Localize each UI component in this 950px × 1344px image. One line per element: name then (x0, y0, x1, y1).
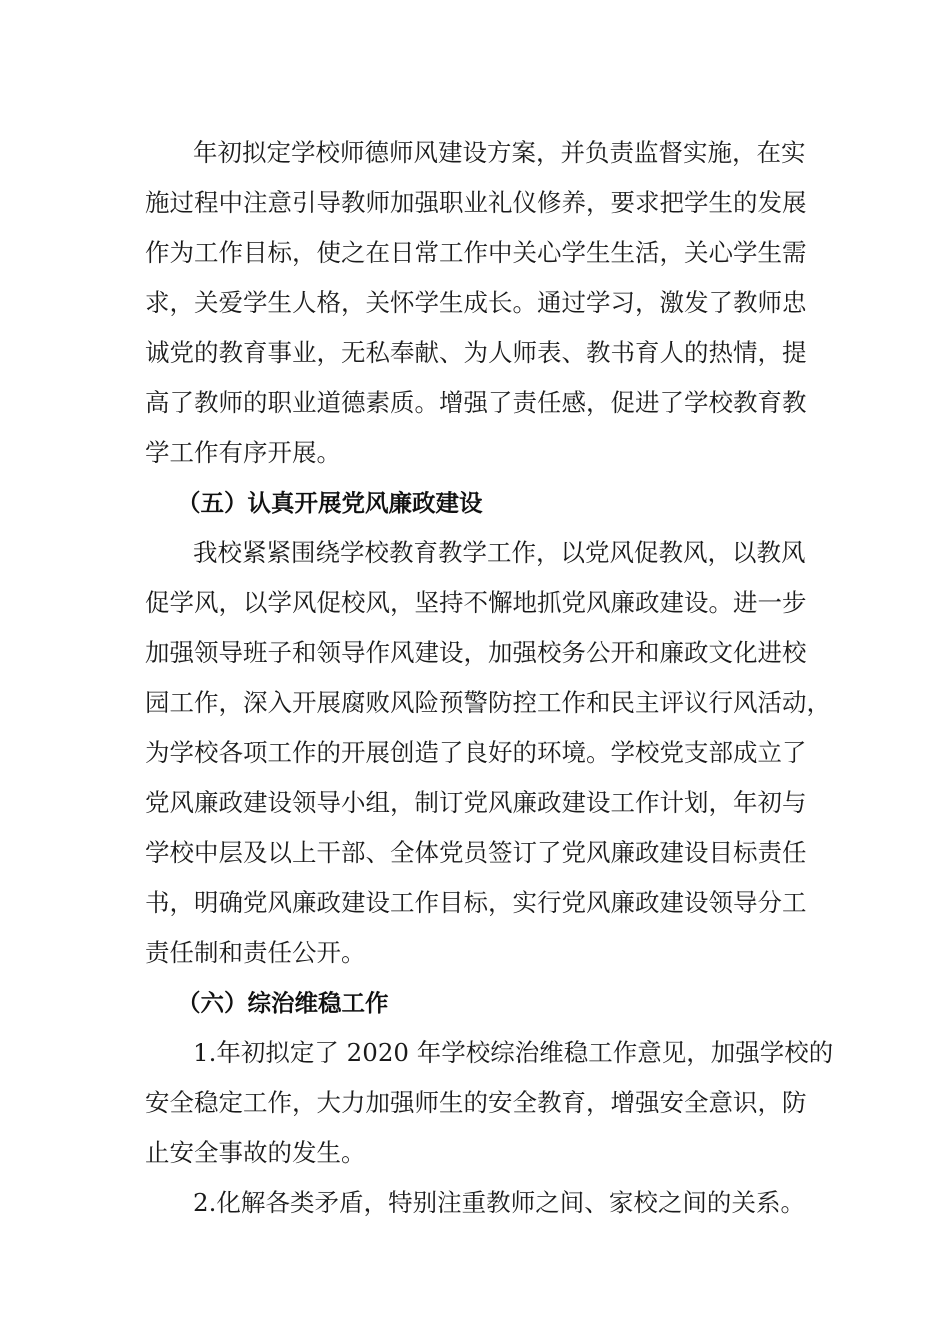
paragraph-line: 为学校各项工作的开展创造了良好的环境。学校党支部成立了 (145, 738, 807, 767)
paragraph-line: 高了教师的职业道德素质。增强了责任感，促进了学校教育教 (145, 388, 807, 417)
paragraph-line: 学工作有序开展。 (145, 438, 341, 467)
paragraph-line: 诚党的教育事业，无私奉献、为人师表、教书育人的热情，提 (145, 338, 807, 367)
paragraph-line: 学校中层及以上干部、全体党员签订了党风廉政建设目标责任 (145, 838, 807, 867)
paragraph-line: 作为工作目标，使之在日常工作中关心学生生活，关心学生需 (145, 238, 807, 267)
paragraph-line: 求，关爱学生人格，关怀学生成长。通过学习，激发了教师忠 (145, 288, 807, 317)
paragraph-line: 促学风，以学风促校风，坚持不懈地抓党风廉政建设。进一步 (145, 588, 807, 617)
paragraph-line: 2.化解各类矛盾，特别注重教师之间、家校之间的关系。 (193, 1188, 805, 1217)
paragraph-line: 年初拟定学校师德师风建设方案，并负责监督实施，在实 (193, 138, 806, 167)
paragraph-line: 加强领导班子和领导作风建设，加强校务公开和廉政文化进校 (145, 638, 807, 667)
paragraph-line: 安全稳定工作，大力加强师生的安全教育，增强安全意识，防 (145, 1088, 807, 1117)
paragraph-line: 责任制和责任公开。 (145, 938, 366, 967)
paragraph-line: 园工作，深入开展腐败风险预警防控工作和民主评议行风活动， (145, 688, 831, 717)
paragraph-line: 我校紧紧围绕学校教育教学工作，以党风促教风，以教风 (193, 538, 806, 567)
paragraph-line: 1.年初拟定了 2020 年学校综治维稳工作意见，加强学校的 (193, 1038, 834, 1067)
paragraph-line: 止安全事故的发生。 (145, 1138, 366, 1167)
paragraph-line: 党风廉政建设领导小组，制订党风廉政建设工作计划，年初与 (145, 788, 807, 817)
section-heading: （六）综治维稳工作 (177, 989, 389, 1017)
section-heading: （五）认真开展党风廉政建设 (177, 489, 483, 517)
paragraph-line: 施过程中注意引导教师加强职业礼仪修养，要求把学生的发展 (145, 188, 807, 217)
paragraph-line: 书，明确党风廉政建设工作目标，实行党风廉政建设领导分工 (145, 888, 807, 917)
